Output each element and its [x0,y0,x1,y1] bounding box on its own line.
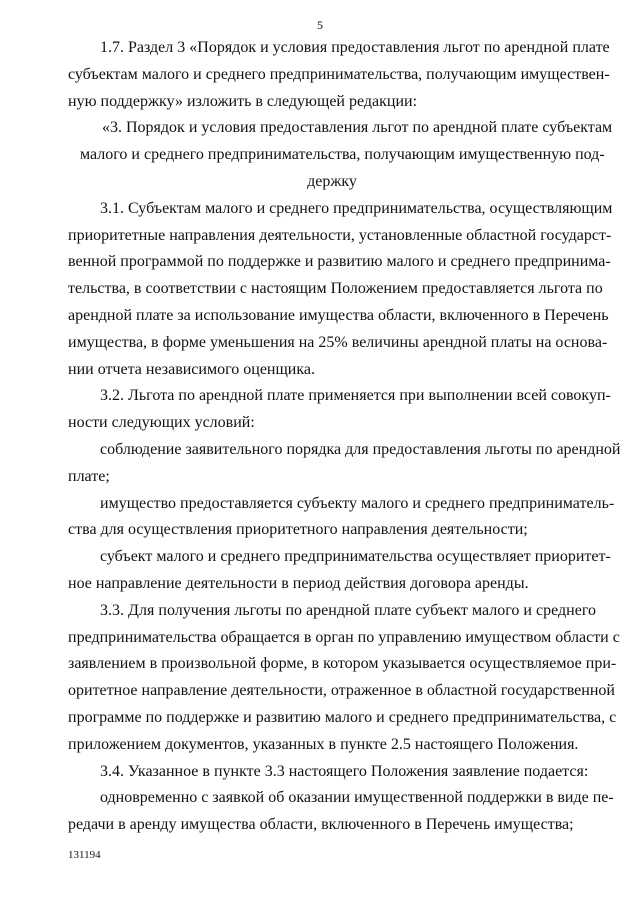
text-line: субъектам малого и среднего предпринимательства, получающим имуществен- [68,65,610,83]
text-line: предпринимательства обращается в орган по управлению имуществом области с [68,628,620,646]
text-line: приложением документов, указанных в пункте 2.5 настоящего Положения. [68,735,579,753]
text-line: имущество предоставляется субъекту малого и среднего предприниматель- [100,494,615,512]
text-line: «3. Порядок и условия предоставления льгот по арендной плате субъектам [102,119,613,137]
text-line: ства для осуществления приоритетного направления деятельности; [68,521,528,539]
text-line: оритетное направление деятельности, отраженное в областной государственной [68,682,615,700]
text-line: ное направление деятельности в период действия договора аренды. [68,574,529,592]
text-line: тельства, в соответствии с настоящим Положением предоставляется льгота по [68,280,603,298]
text-line: 3.3. Для получения льготы по арендной плате субъект малого и среднего [100,601,596,619]
text-line: 3.1. Субъектам малого и среднего предпринимательства, осуществляющим [100,199,613,217]
text-line: нии отчета независимого оценщика. [68,360,315,378]
text-line: субъект малого и среднего предпринимательства осуществляет приоритет- [100,548,611,566]
text-line: арендной плате за использование имущества области, включенного в Перечень [68,306,609,324]
text-line: 1.7. Раздел 3 «Порядок и условия предоставления льгот по арендной плате [100,39,610,56]
text-line: 3.4. Указанное в пункте 3.3 настоящего Положения заявление подается: [100,762,589,780]
text-line: одновременно с заявкой об оказании имущественной поддержки в виде пе- [100,789,614,807]
text-line: малого и среднего предпринимательства, получающим имущественную под- [80,146,605,164]
text-line: 3.2. Льгота по арендной плате применяется при выполнении всей совокуп- [100,387,611,405]
document-code: 131194 [68,849,101,861]
text-line: плате; [68,467,110,485]
text-line: венной программой по поддержке и развитию малого и среднего предпринима- [68,253,611,271]
text-line: программе по поддержке и развитию малого и среднего предпринимательства, с [68,708,617,726]
text-line: приоритетные направления деятельности, установленные областной государст- [68,226,612,244]
document-body [68,35,621,839]
text-line: заявлением в произвольной форме, в котором указывается осуществляемое при- [68,655,617,673]
text-line: ности следующих условий: [68,414,255,432]
text-line: ную поддержку» изложить в следующей редакции: [68,92,418,110]
text-line: соблюдение заявительного порядка для предоставления льготы по арендной [100,440,621,458]
text-line: редачи в аренду имущества области, включенного в Перечень имущества; [68,816,574,834]
text-line: держку [307,172,357,190]
page-number: 5 [317,18,323,32]
text-line: имущества, в форме уменьшения на 25% величины арендной платы на основа- [68,333,608,351]
